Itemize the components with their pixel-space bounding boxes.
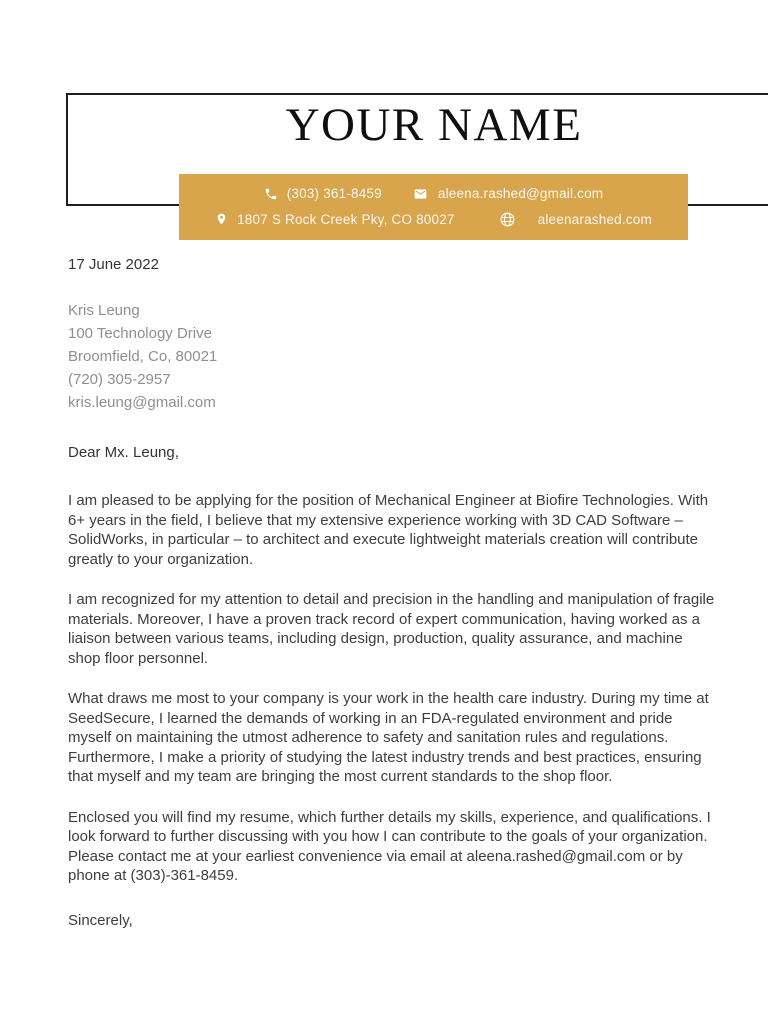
- globe-icon: [499, 211, 516, 228]
- contact-row-bottom: [179, 211, 688, 228]
- location-pin-icon: [215, 211, 228, 227]
- phone-contact: [264, 186, 382, 201]
- website-contact: [499, 211, 652, 228]
- website-url: aleenarashed.com: [537, 211, 652, 227]
- applicant-name: YOUR NAME: [285, 99, 583, 151]
- street-address: 1807 S Rock Creek Pky, CO 80027: [237, 211, 455, 227]
- address-contact: [215, 211, 455, 227]
- contact-banner: [179, 174, 688, 240]
- recipient-block: [68, 299, 718, 414]
- body-paragraph-4: Enclosed you will find my resume, which further details my skills, experience, and qualifications. I look forward to further discussing with you how I can contribute to the goals of your organization. Please contact me at your earliest convenience via email at aleena.rashed@gmail.com or by phone at (303)-361-8459.: [68, 808, 711, 884]
- salutation: Dear Mx. Leung,: [68, 444, 179, 461]
- phone-icon: [264, 187, 278, 201]
- phone-number: (303) 361-8459: [286, 186, 382, 202]
- email-contact: [412, 186, 603, 201]
- recipient-name: Kris Leung: [68, 302, 140, 319]
- body-paragraph-3: What draws me most to your company is your work in the health care industry. During my time at SeedSecure, I learned the demands of working in an FDA-regulated environment and pride myself on maintaining the utmost adherence to safety and sanitation rules and regulations. Furthermore, I make a priority of studying the latest industry trends and best practices, ensuring that myself and my team are bringing the most current standards to the shop floor.: [68, 690, 709, 785]
- recipient-phone: (720) 305-2957: [68, 371, 171, 388]
- letter-date: 17 June 2022: [68, 256, 159, 273]
- recipient-email: kris.leung@gmail.com: [68, 394, 216, 411]
- recipient-address-line2: Broomfield, Co, 80021: [68, 348, 218, 365]
- letter-body: [68, 256, 718, 930]
- recipient-address-line1: 100 Technology Drive: [68, 325, 212, 342]
- email-address: aleena.rashed@gmail.com: [437, 186, 604, 202]
- email-icon: [412, 187, 429, 201]
- closing: Sincerely,: [68, 911, 133, 929]
- contact-row-top: [179, 186, 688, 201]
- body-paragraph-2: I am recognized for my attention to detail and precision in the handling and manipulation of fragile materials. Moreover, I have a proven track record of expert communication, having worked as a liaison between various teams, including design, production, quality assurance, and machine shop floor personnel.: [68, 591, 715, 667]
- body-paragraph-1: I am pleased to be applying for the position of Mechanical Engineer at Biofire Technologies. With 6+ years in the field, I believe that my extensive experience working with 3D CAD Software – SolidWorks, in particular – to architect and execute lightweight materials creation will contribute greatly to your organization.: [68, 492, 709, 568]
